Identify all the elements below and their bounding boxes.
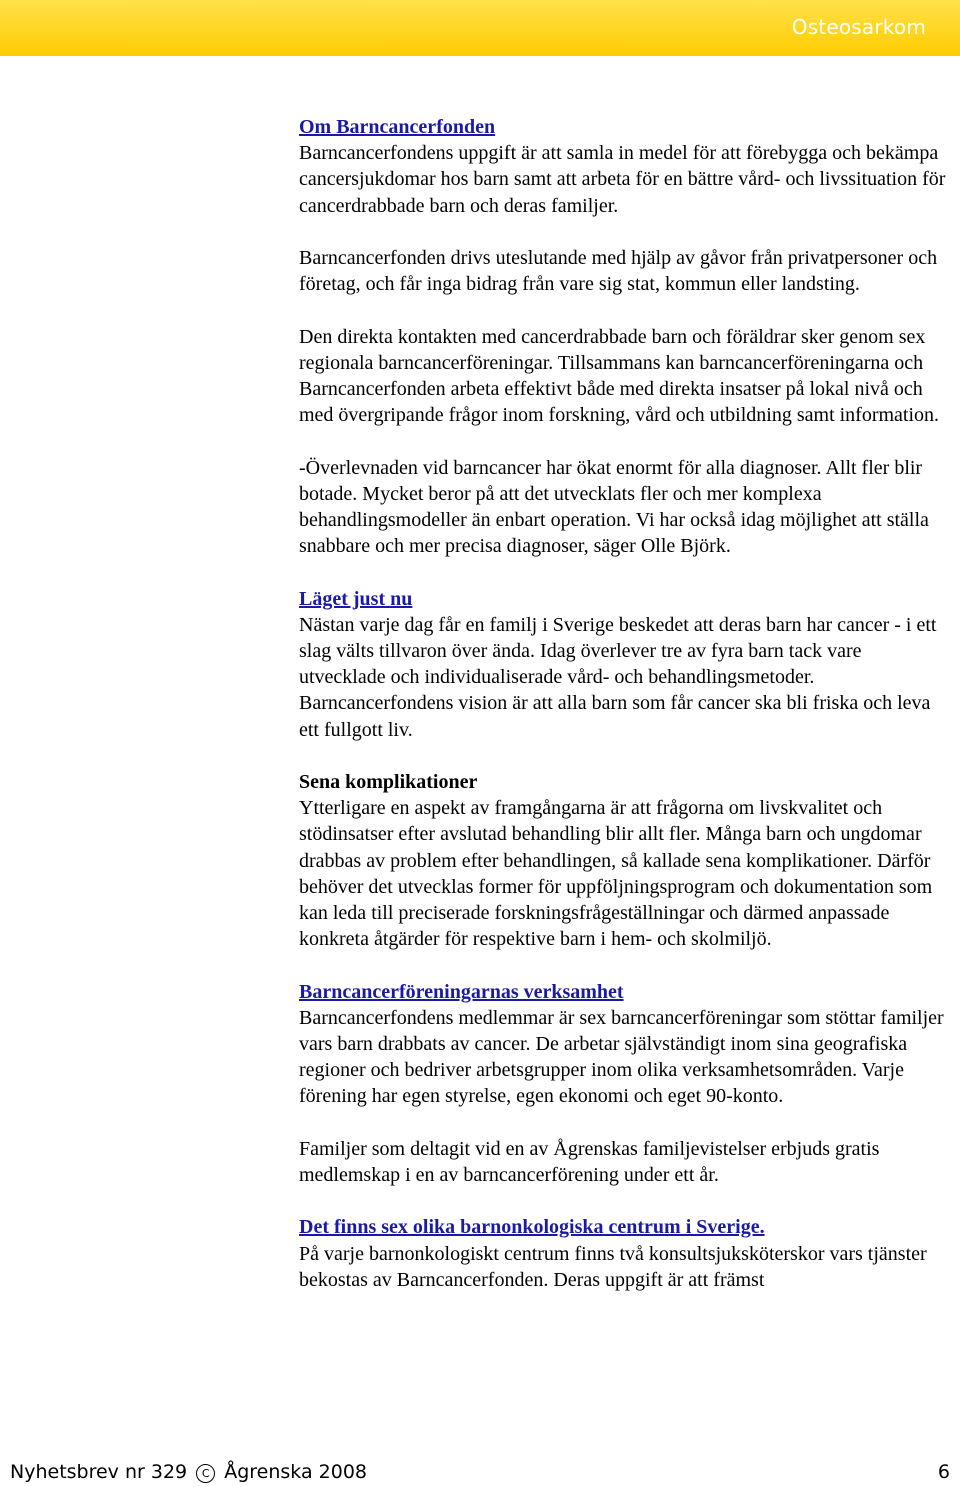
paragraph: Nästan varje dag får en familj i Sverige beskedet att deras barn har cancer - i ett slag välts tillvaron över ända. Idag överlever tre av fyra barn tack vare utvecklade och individualiserade vård- och behandlingsmetoder. Barncancerfondens vision är att alla barn som får cancer ska bli friska och leva ett fullgott liv.	[299, 613, 937, 741]
section-laget-just-nu	[299, 586, 949, 743]
heading-om-barncancerfonden[interactable]: Om Barncancerfonden	[299, 116, 496, 138]
heading-barnonkologiska-centrum[interactable]: Det finns sex olika barnonkologiska centrum i Sverige.	[299, 1216, 765, 1239]
section-om-barncancerfonden	[299, 114, 949, 559]
footer-newsletter	[10, 1459, 367, 1485]
copyright-icon: C	[196, 1464, 215, 1483]
footer-issue: Nyhetsbrev nr 329	[10, 1461, 188, 1483]
paragraph: Familjer som deltagit vid en av Ågrenskas familjevistelser erbjuds gratis medlemskap i en av barncancerförening under ett år.	[299, 1137, 880, 1187]
paragraph: Ytterligare en aspekt av framgångarna är att frågorna om livskvalitet och stödinsatser efter avslutad behandling blir allt fler. Många barn och ungdomar drabbas av problem efter behandlingen, så kallade sena komplikationer. Därför behöver det utvecklas former för uppföljningsprogram och dokumentation som kan leda till preciserade forskningsfrågeställningar och därmed anpassade konkreta åtgärder för respektive barn i hem- och skolmiljö.	[299, 797, 933, 951]
section-barncancerforeningarnas-verksamhet	[299, 979, 949, 1189]
paragraph: Barncancerfonden drivs uteslutande med hjälp av gåvor från privatpersoner och företag, och får inga bidrag från vare sig stat, kommun eller landsting.	[299, 247, 938, 296]
footer-publisher: Ågrenska 2008	[224, 1461, 368, 1483]
heading-barncancerforeningarnas-verksamhet[interactable]: Barncancerföreningarnas verksamhet	[299, 980, 624, 1003]
section-sena-komplikationer	[299, 769, 949, 952]
article-content	[299, 114, 949, 1319]
paragraph: -Överlevnaden vid barncancer har ökat enormt för alla diagnoser. Allt fler blir botade. Mycket beror på att det utvecklats fler och mer komplexa behandlingsmodeller än enbart operation. Vi har också idag möjlighet att ställa snabbare och mer precisa diagnoser, säger Olle Björk.	[299, 456, 929, 558]
paragraph: På varje barnonkologiskt centrum finns två konsultsjuksköterskor vars tjänster bekostas av Barncancerfonden. Deras uppgift är att främst	[299, 1242, 927, 1291]
section-barnonkologiska-centrum	[299, 1214, 949, 1293]
page-number: 6	[937, 1461, 950, 1483]
heading-sena-komplikationer: Sena komplikationer	[299, 771, 478, 793]
paragraph: Den direkta kontakten med cancerdrabbade barn och föräldrar sker genom sex regionala barncancerföreningar. Tillsammans kan barncancerföreningarna och Barncancerfonden arbeta effektivt både med direkta insatser på lokal nivå och med övergripande frågor inom forskning, vård och utbildning samt information.	[299, 325, 940, 427]
heading-laget-just-nu[interactable]: Läget just nu	[299, 587, 413, 610]
header-bar	[0, 0, 960, 56]
paragraph: Barncancerfondens medlemmar är sex barncancerföreningar som stöttar familjer vars barn drabbats av cancer. De arbetar självständigt inom sina geografiska regioner och bedriver arbetsgrupper inom olika verksamhetsområden. Varje förening har egen styrelse, egen ekonomi och eget 90-konto.	[299, 1006, 944, 1108]
header-title: Osteosarkom	[791, 15, 926, 39]
paragraph: Barncancerfondens uppgift är att samla in medel för att förebygga och bekämpa cancersjukdomar hos barn samt att arbeta för en bättre vård- och livssituation för cancerdrabbade barn och deras familjer.	[299, 142, 946, 217]
